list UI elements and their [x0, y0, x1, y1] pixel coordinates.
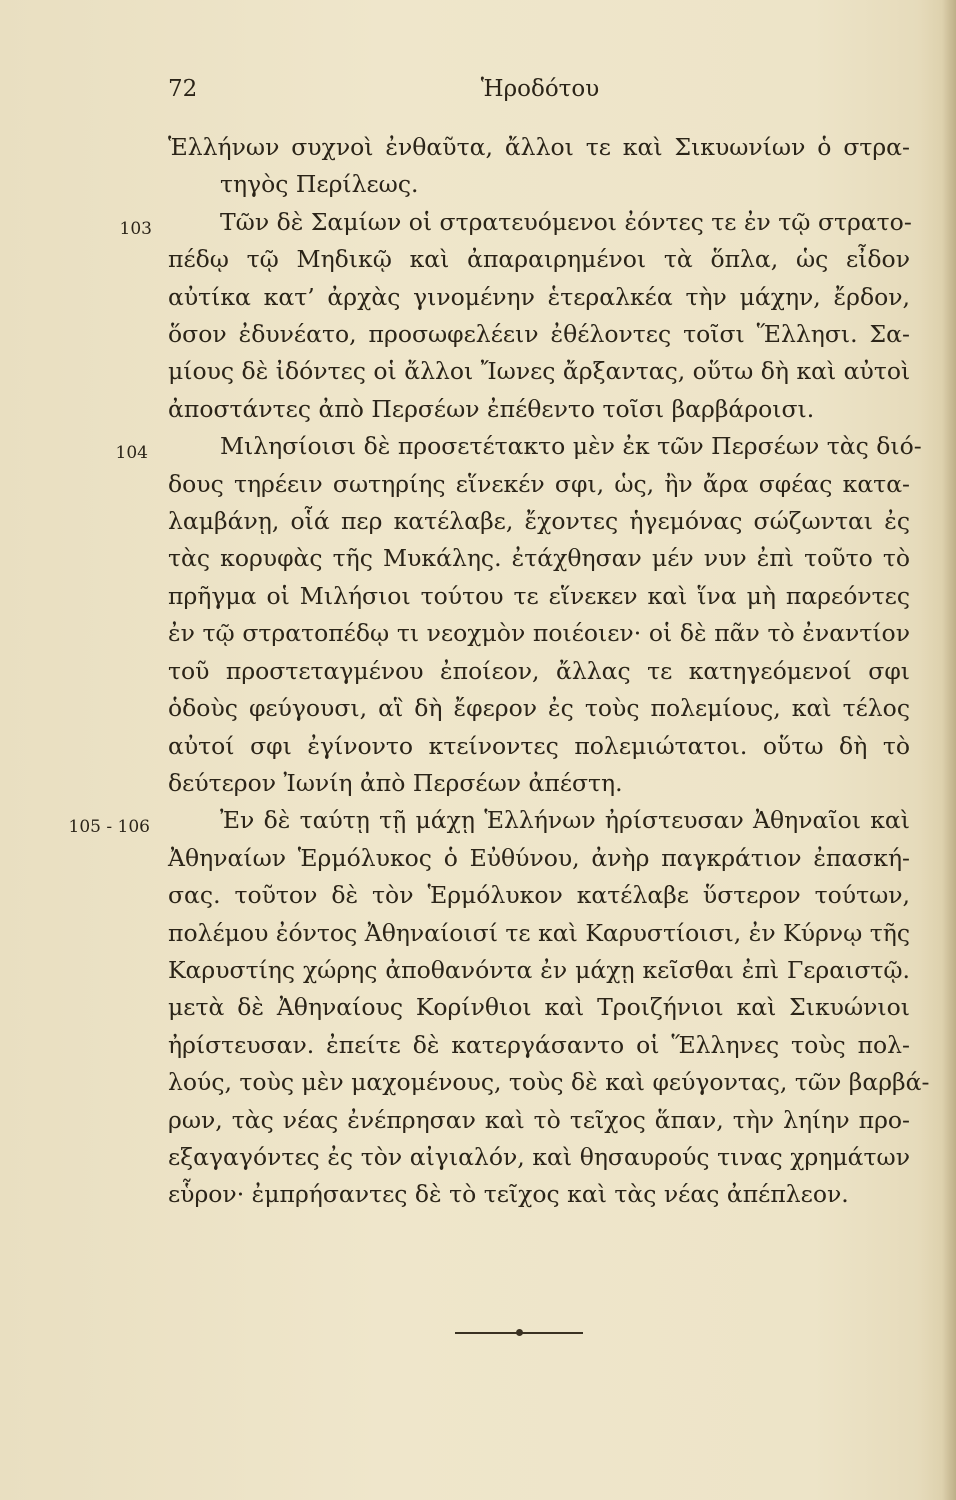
text-line: πρῆγμα οἱ Μιλήσιοι τούτου τε εἵνεκεν καὶ ἵνα μὴ παρεόντες	[168, 581, 910, 610]
paragraph-104	[115, 428, 922, 802]
ornament-dot	[516, 1329, 523, 1336]
text-line: μίους δὲ ἰδόντες οἱ ἄλλοι Ἴωνες ἄρξαντας, οὕτω δὴ καὶ αὐτοὶ	[168, 357, 911, 386]
text-line: Ἀθηναίων Ἑρμόλυκος ὁ Εὐθύνου, ἀνὴρ παγκράτιον ἐπασκή-	[168, 843, 910, 872]
text-line: αὐτοί σφι ἐγίνοντο κτείνοντες πολεμιώτατοι. οὕτω δὴ τὸ	[168, 731, 910, 760]
text-line: ρων, τὰς νέας ἐνέπρησαν καὶ τὸ τεῖχος ἅπαν, τὴν ληίην προ-	[168, 1105, 910, 1134]
text-line: εξαγαγόντες ἐς τὸν αἰγιαλόν, καὶ θησαυρούς τινας χρημάτων	[168, 1142, 910, 1171]
section-number: 104	[115, 443, 148, 464]
text-line: λαμβάνῃ, οἷά περ κατέλαβε, ἔχοντες ἡγεμόνας σώζωνται ἐς	[168, 507, 910, 536]
text-line: σας. τοῦτον δὲ τὸν Ἑρμόλυκον κατέλαβε ὕστερον τούτων,	[168, 881, 910, 910]
text-line: ὁδοὺς φεύγουσι, αἳ δὴ ἔφερον ἐς τοὺς πολεμίους, καὶ τέλος	[168, 694, 910, 723]
paragraph-continuation	[168, 129, 910, 204]
text-line: μετὰ δὲ Ἀθηναίους Κορίνθιοι καὶ Τροιζήνιοι καὶ Σικυώνιοι	[168, 993, 910, 1022]
body-text	[68, 129, 930, 1214]
text-line: δεύτερον Ἰωνίη ἀπὸ Περσέων ἀπέστη.	[168, 768, 623, 797]
text-line: Καρυστίης χώρης ἀποθανόντα ἐν μάχῃ κεῖσθαι ἐπὶ Γεραιστῷ.	[168, 955, 910, 984]
text-line: Τῶν δὲ Σαμίων οἱ στρατευόμενοι ἐόντες τε ἐν τῷ στρατο-	[220, 207, 912, 236]
page-edge-shadow	[942, 0, 956, 1500]
text-line: ἀποστάντες ἀπὸ Περσέων ἐπέθεντο τοῖσι βαρβάροισι.	[168, 394, 815, 423]
text-line: πέδῳ τῷ Μηδικῷ καὶ ἀπαραιρημένοι τὰ ὅπλα, ὡς εἶδον	[168, 245, 910, 274]
page-header	[0, 76, 956, 116]
running-head: Ἡροδότου	[480, 76, 600, 102]
text-line: ἐν τῷ στρατοπέδῳ τι νεοχμὸν ποιέοιεν· οἱ δὲ πᾶν τὸ ἐναντίον	[168, 619, 910, 648]
section-number: 105 - 106	[68, 817, 150, 838]
section-number: 103	[119, 218, 152, 239]
text-line: ὅσον ἐδυνέατο, προσωφελέειν ἐθέλοντες τοῖσι Ἕλλησι. Σα-	[168, 320, 910, 349]
text-line: Ἐν δὲ ταύτῃ τῇ μάχῃ Ἑλλήνων ἠρίστευσαν Ἀθηναῖοι καὶ	[220, 806, 910, 835]
text-line: τοῦ προστεταγμένου ἐποίεον, ἄλλας τε κατηγεόμενοί σφι	[168, 656, 910, 685]
text-line: τὰς κορυφὰς τῆς Μυκάλης. ἐτάχθησαν μέν νυν ἐπὶ τοῦτο τὸ	[168, 544, 910, 573]
section-end-ornament	[455, 1328, 583, 1338]
text-line: Μιλησίοισι δὲ προσετέτακτο μὲν ἐκ τῶν Περσέων τὰς διό-	[220, 432, 922, 461]
page-number: 72	[168, 76, 198, 102]
text-line: αὐτίκα κατ’ ἀρχὰς γινομένην ἑτεραλκέα τὴν μάχην, ἔρδον,	[168, 282, 910, 311]
paragraph-103	[119, 204, 912, 428]
text-line: λούς, τοὺς μὲν μαχομένους, τοὺς δὲ καὶ φεύγοντας, τῶν βαρβά-	[168, 1068, 930, 1097]
text-line: Ἑλλήνων συχνοὶ ἐνθαῦτα, ἄλλοι τε καὶ Σικυωνίων ὁ στρα-	[168, 133, 910, 161]
text-line: δους τηρέειν σωτηρίης εἵνεκέν σφι, ὡς, ἢν ἄρα σφέας κατα-	[168, 469, 910, 498]
text-line: πολέμου ἐόντος Ἀθηναίοισί τε καὶ Καρυστίοισι, ἐν Κύρνῳ τῆς	[168, 918, 910, 947]
paragraph-105-106	[68, 802, 930, 1213]
text-line: ἠρίστευσαν. ἐπείτε δὲ κατεργάσαντο οἱ Ἕλληνες τοὺς πολ-	[168, 1030, 910, 1059]
text-line: τηγὸς Περίλεως.	[220, 170, 419, 199]
text-line: εὗρον· ἐμπρήσαντες δὲ τὸ τεῖχος καὶ τὰς νέας ἀπέπλεον.	[168, 1180, 849, 1209]
